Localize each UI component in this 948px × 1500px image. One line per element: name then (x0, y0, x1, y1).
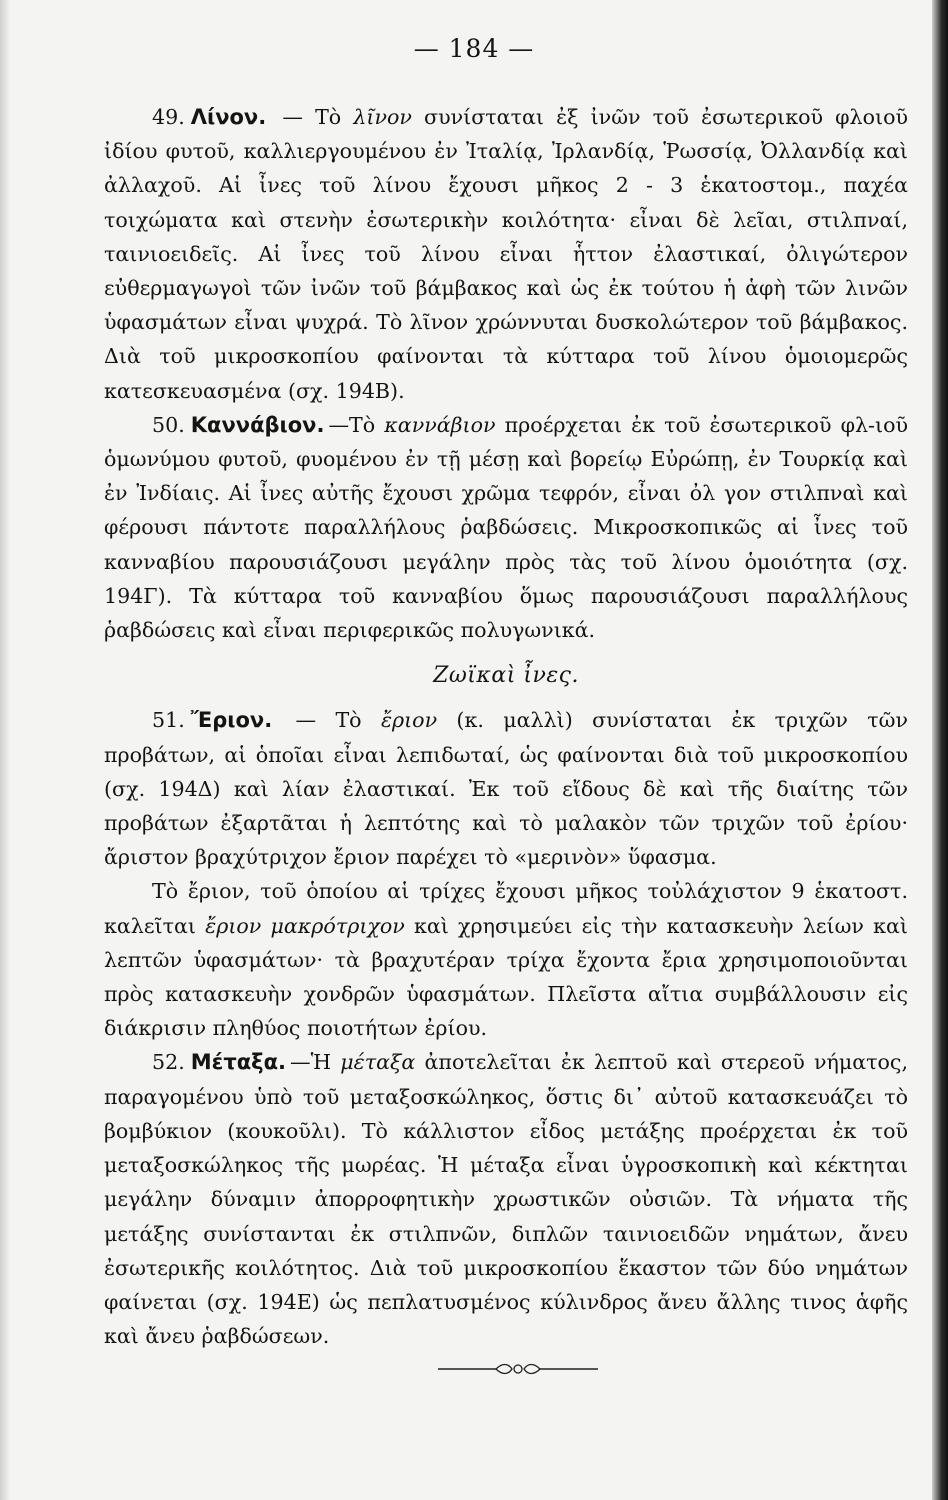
paragraph-emphasis: μέταξα (340, 1050, 416, 1075)
paragraph-heading: Καννάβιον. (190, 412, 325, 437)
paragraph-text: ἀποτελεῖται ἐκ λεπτοῦ καὶ στερεοῦ νήματος, παραγομένου ὑπὸ τοῦ μεταξοσκώληκος, ὅστις δι᾽ αὐτοῦ κατασκευάζει τὸ βομβύκιον (κουκοῦλι). Τὸ κάλλιστον εἶδος μετάξης προέρχεται ἐκ τοῦ μεταξοσκώληκος τῆς μωρέας. Ἡ μέταξα εἶναι ὑγροσκοπικὴ καὶ κέκτηται μεγάλην δύναμιν ἀπορροφητικὴν χρωστικῶν οὐσιῶν. Τὰ νήματα τῆς μετάξης συνίστανται ἐκ στιλπνῶν, διπλῶν ταινιοειδῶν νημάτων, ἄνευ ἐσωτερικῆς κοιλότητος. Διὰ τοῦ μικροσκοπίου ἕκαστον τῶν δύο νημάτων φαίνεται (σχ. 194Ε) ὡς πεπλατυσμένος κύλινδρος ἄνευ ἄλλης τινος ἁφῆς καὶ ἄνευ ῥαβδώσεων. (104, 1050, 908, 1349)
end-ornament (438, 1362, 598, 1376)
paragraph-text: (κ. μαλλὶ) συνίσταται ἐκ τριχῶν τῶν προβάτων, αἱ ὁποῖαι εἶναι λεπιδωταί, ὡς φαίνονται διὰ τοῦ μικροσκοπίου (σχ. 194Δ) καὶ λίαν ἐλαστικαί. Ἐκ τοῦ εἴδους δὲ καὶ τῆς διαίτης τῶν προβάτων ἐξαρτᾶται ἡ λεπτότης καὶ τὸ μαλακὸν τῶν τριχῶν τοῦ ἐρίου· ἄριστον βραχύτριχον ἔριον παρέχει τὸ «μερινὸν» ὕφασμα. (104, 708, 908, 870)
section-heading: Ζωϊκαὶ ἶνες. (433, 663, 579, 689)
paragraph-number: 50. (152, 412, 185, 437)
paragraph-emphasis: λῖνον (353, 105, 412, 129)
text-body (104, 100, 908, 1353)
paragraph-52 (104, 1045, 908, 1353)
paragraph-heading: Λίνον. (190, 105, 267, 129)
paragraph-number: 52. (152, 1050, 185, 1075)
paragraph-emphasis: καννάβιον (384, 412, 496, 437)
paragraph-text: προέρχεται ἐκ τοῦ ἐσωτερικοῦ φλ-ιοῦ ὁμωνύμου φυτοῦ, φυομένου ἐν τῇ μέσῃ καὶ βορείῳ Εὐρώπῃ, ἐν Τουρκίᾳ καὶ ἐν Ἰνδίαις. Αἱ ἶνες αὐτῆς ἔχουσι χρῶμα τεφρόν, εἶναι ὀλ γον στιλπναὶ καὶ φέρουσι πάντοτε παραλλήλους ῥαβδώσεις. Μικροσκοπικῶς αἱ ἶνες τοῦ κανναβίου παρουσιάζουσι μεγάλην πρὸς τὰς τοῦ λίνου ὁμοιότητα (σχ. 194Γ). Τὰ κύτταρα τοῦ κανναβίου ὅμως παρουσιάζουσι παραλλήλους ῥαβδώσεις καὶ εἶναι περιφερικῶς πολυγωνικά. (104, 412, 908, 643)
paragraph-50 (104, 408, 908, 647)
paragraph-text: —Τὸ (328, 412, 385, 437)
paragraph-text: Τὸ ἔριον, τοῦ ὁποίου αἱ τρίχες ἔχουσι μῆκος τοὐλάχιστον 9 ἑκατοστ. καλεῖται (104, 879, 908, 938)
paragraph-text: — Τὸ (276, 708, 381, 733)
paragraph-emphasis: ἔριον μακρότριχον (205, 913, 405, 938)
page-edge (932, 0, 948, 1500)
paragraph-text: καὶ χρησιμεύει εἰς τὴν κατασκευὴν λείων καὶ λεπτῶν ὑφασμάτων· τὰ βραχυτέραν τρίχα ἔχοντα ἔρια χρησιμοποιοῦνται πρὸς κατασκευὴν χονδρῶν ὑφασμάτων. Πλεῖστα αἴτια συμβάλλουσιν εἰς διάκρισιν πληθύος ποιοτήτων ἐρίου. (104, 913, 909, 1041)
paragraph-emphasis: ἔριον (380, 708, 438, 733)
paragraph-heading: Ἔριον. (190, 708, 273, 733)
paragraph-number: 49. (152, 105, 185, 129)
page-number: — 184 — (413, 34, 535, 63)
paragraph-number: 51. (152, 708, 185, 733)
paragraph-heading: Μέταξα. (190, 1050, 286, 1075)
paragraph-49 (104, 100, 908, 408)
page-gutter-shadow (0, 0, 10, 1500)
paragraph-text: — Τὸ (270, 105, 354, 129)
paragraph-text: συνίσταται ἐξ ἰνῶν τοῦ ἐσωτερικοῦ φλοιοῦ ἰδίου φυτοῦ, καλλιεργουμένου ἐν Ἰταλίᾳ, Ἰρλανδίᾳ, Ῥωσσίᾳ, Ὀλλανδίᾳ καὶ ἀλλαχοῦ. Αἱ ἶνες τοῦ λίνου ἔχουσι μῆκος 2 - 3 ἑκατοστομ., παχέα τοιχώματα καὶ στενὴν ἐσωτερικὴν κοιλότητα· εἶναι δὲ λεῖαι, στιλπναί, ταινιοειδεῖς. Αἱ ἶνες τοῦ λίνου εἶναι ἧττον ἐλαστικαί, ὀλιγώτερον εὐθερμαγωγοὶ τῶν ἰνῶν τοῦ βάμβακος καὶ ὡς ἐκ τούτου ἡ ἁφὴ τῶν λινῶν ὑφασμάτων εἶναι ψυχρά. Τὸ λῖνον χρώννυται δυσκολώτερον τοῦ βάμβακος. Διὰ τοῦ μικροσκοπίου φαίνονται τὰ κύτταρα τοῦ λίνου ὁμοιομερῶς κατεσκευασμένα (σχ. 194Β). (104, 105, 908, 403)
paragraph-51-continued (104, 874, 908, 1045)
paragraph-51 (104, 703, 908, 874)
paragraph-text: —Ἡ (290, 1050, 341, 1075)
